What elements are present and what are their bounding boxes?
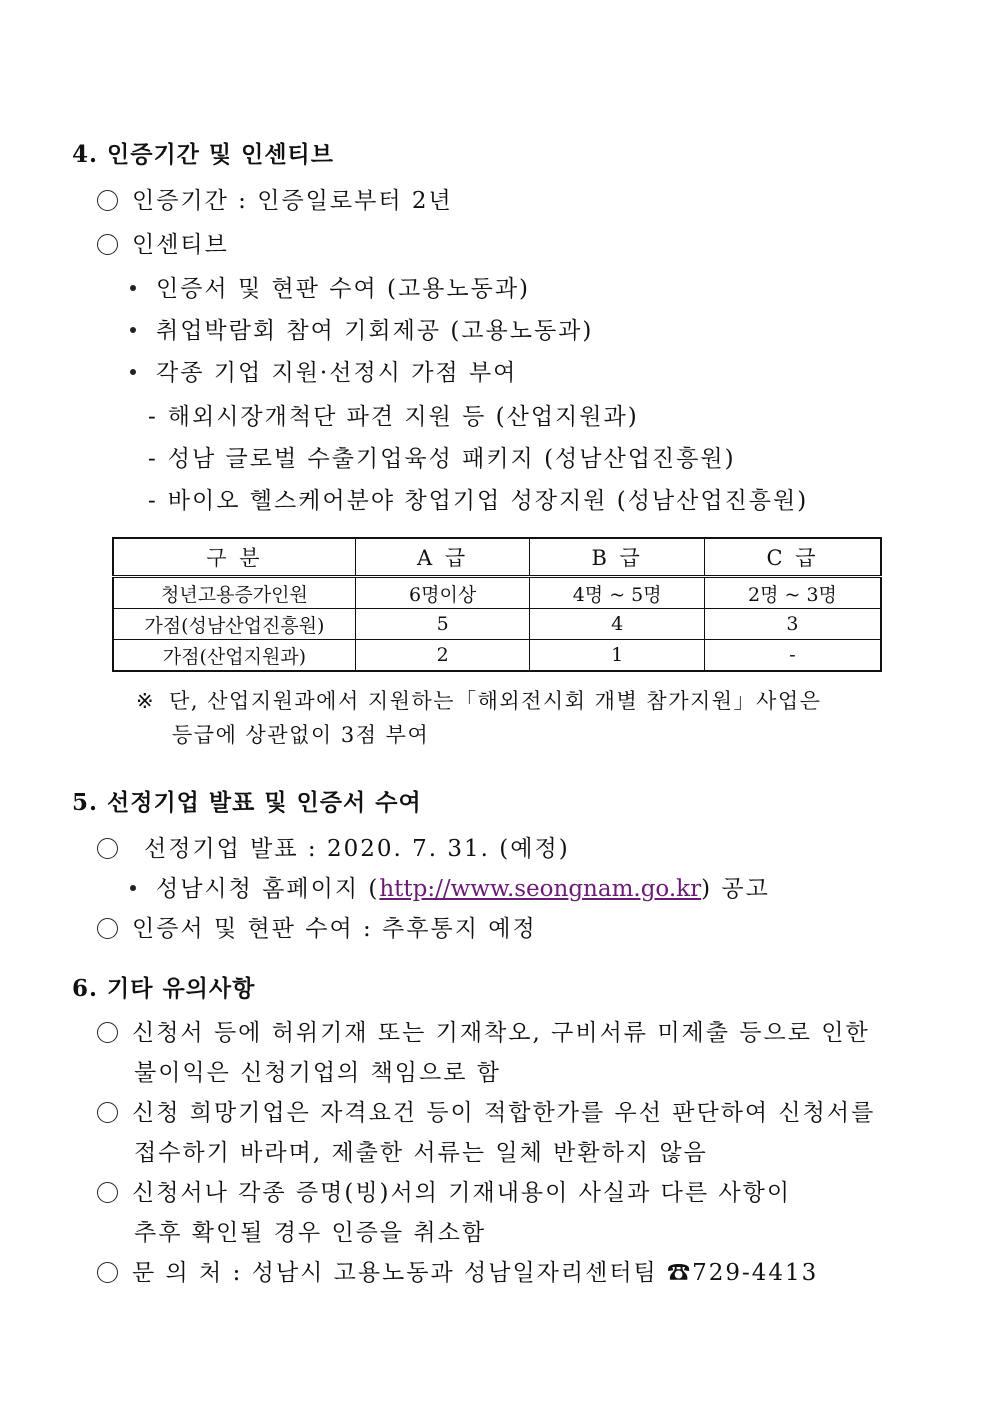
homepage-link[interactable]: http://www.seongnam.go.kr: [379, 876, 702, 902]
incentive-text: 인센티브: [132, 232, 229, 258]
table-cell: 가점(성남산업진흥원): [113, 609, 355, 640]
contact-item: [97, 1258, 818, 1288]
award-text: 인증서 및 현판 수여 : 추후통지 예정: [132, 916, 537, 942]
circle-bullet-icon: [97, 918, 118, 939]
table-header: 구 분: [113, 538, 355, 577]
incentive-bullet: [130, 316, 593, 346]
table-header: B 급: [530, 538, 705, 577]
bullet-text: 각종 기업 지원·선정시 가점 부여: [156, 360, 518, 386]
dot-bullet-icon: [130, 369, 136, 375]
bullet-text: 취업박람회 참여 기회제공 (고용노동과): [156, 318, 594, 344]
grade-table: [112, 537, 882, 672]
circle-bullet-icon: [97, 190, 118, 211]
homepage-suffix: ) 공고: [701, 876, 770, 902]
circle-bullet-icon: [97, 234, 118, 255]
support-dash-item: [148, 486, 808, 516]
table-cell: 3: [704, 609, 881, 640]
dash-bullet-icon: -: [148, 488, 158, 514]
table-header: C 급: [704, 538, 881, 577]
circle-bullet-icon: [97, 1102, 118, 1123]
support-dash-item: [148, 402, 639, 432]
table-header-row: [113, 538, 881, 577]
circle-bullet-icon: [97, 1262, 118, 1283]
dash-bullet-icon: -: [148, 404, 158, 430]
notice-text-cont: 추후 확인될 경우 인증을 취소함: [134, 1220, 487, 1246]
section-6-title: 6. 기타 유의사항: [72, 975, 256, 1002]
table-cell: -: [704, 640, 881, 672]
section-5-title: 5. 선정기업 발표 및 인증서 수여: [72, 789, 422, 816]
support-dash-item: [148, 444, 736, 474]
section-4-title: 4. 인증기간 및 인센티브: [72, 141, 334, 168]
circle-bullet-icon: [97, 1182, 118, 1203]
dash-text: 해외시장개척단 파견 지원 등 (산업지원과): [167, 404, 639, 430]
homepage-prefix: 성남시청 홈페이지 (: [156, 876, 380, 902]
dot-bullet-icon: [130, 885, 136, 891]
notice-item: [97, 1178, 791, 1208]
table-cell: 2명 ~ 3명: [704, 577, 881, 609]
notice-text-cont: 불이익은 신청기업의 책임으로 함: [134, 1060, 501, 1086]
dash-text: 바이오 헬스케어분야 창업기업 성장지원 (성남산업진흥원): [167, 488, 809, 514]
table-cell: 4명 ~ 5명: [530, 577, 705, 609]
dash-text: 성남 글로벌 수출기업육성 패키지 (성남산업진흥원): [167, 446, 736, 472]
notice-text-cont: 접수하기 바라며, 제출한 서류는 일체 반환하지 않음: [134, 1140, 708, 1166]
table-cell: 청년고용증가인원: [113, 577, 355, 609]
table-cell: 5: [355, 609, 530, 640]
dash-bullet-icon: -: [148, 446, 158, 472]
award-item: [97, 914, 537, 944]
announce-item: [97, 834, 570, 864]
table-cell: 6명이상: [355, 577, 530, 609]
table-row: [113, 577, 881, 609]
table-cell: 4: [530, 609, 705, 640]
period-text: 인증기간 : 인증일로부터 2년: [132, 188, 453, 214]
contact-text: 문 의 처 : 성남시 고용노동과 성남일자리센터팀 ☎729-4413: [132, 1260, 819, 1286]
table-row: [113, 609, 881, 640]
table-header: A 급: [355, 538, 530, 577]
incentive-item: [97, 230, 229, 260]
incentive-bullet: [130, 274, 530, 304]
notice-item: [97, 1098, 875, 1128]
notice-text: 신청서 등에 허위기재 또는 기재착오, 구비서류 미제출 등으로 인한: [132, 1020, 870, 1046]
note-text-line2: 등급에 상관없이 3점 부여: [172, 723, 430, 747]
note-text-line1: 단, 산업지원과에서 지원하는「해외전시회 개별 참가지원」사업은: [169, 689, 822, 713]
notice-text: 신청 희망기업은 자격요건 등이 적합한가를 우선 판단하여 신청서를: [132, 1100, 876, 1126]
reference-mark-icon: ※: [136, 689, 156, 713]
bullet-text: 인증서 및 현판 수여 (고용노동과): [156, 276, 531, 302]
table-note: [136, 686, 821, 716]
announce-text: 선정기업 발표 : 2020. 7. 31. (예정): [144, 836, 570, 862]
circle-bullet-icon: [97, 838, 118, 859]
homepage-item: [130, 874, 770, 904]
table-cell: 가점(산업지원과): [113, 640, 355, 672]
period-item: [97, 186, 453, 216]
table-row: [113, 640, 881, 672]
dot-bullet-icon: [130, 327, 136, 333]
table-cell: 2: [355, 640, 530, 672]
incentive-bullet: [130, 358, 517, 388]
notice-item: [97, 1018, 870, 1048]
notice-text: 신청서나 각종 증명(빙)서의 기재내용이 사실과 다른 사항이: [132, 1180, 792, 1206]
table-cell: 1: [530, 640, 705, 672]
dot-bullet-icon: [130, 285, 136, 291]
circle-bullet-icon: [97, 1022, 118, 1043]
